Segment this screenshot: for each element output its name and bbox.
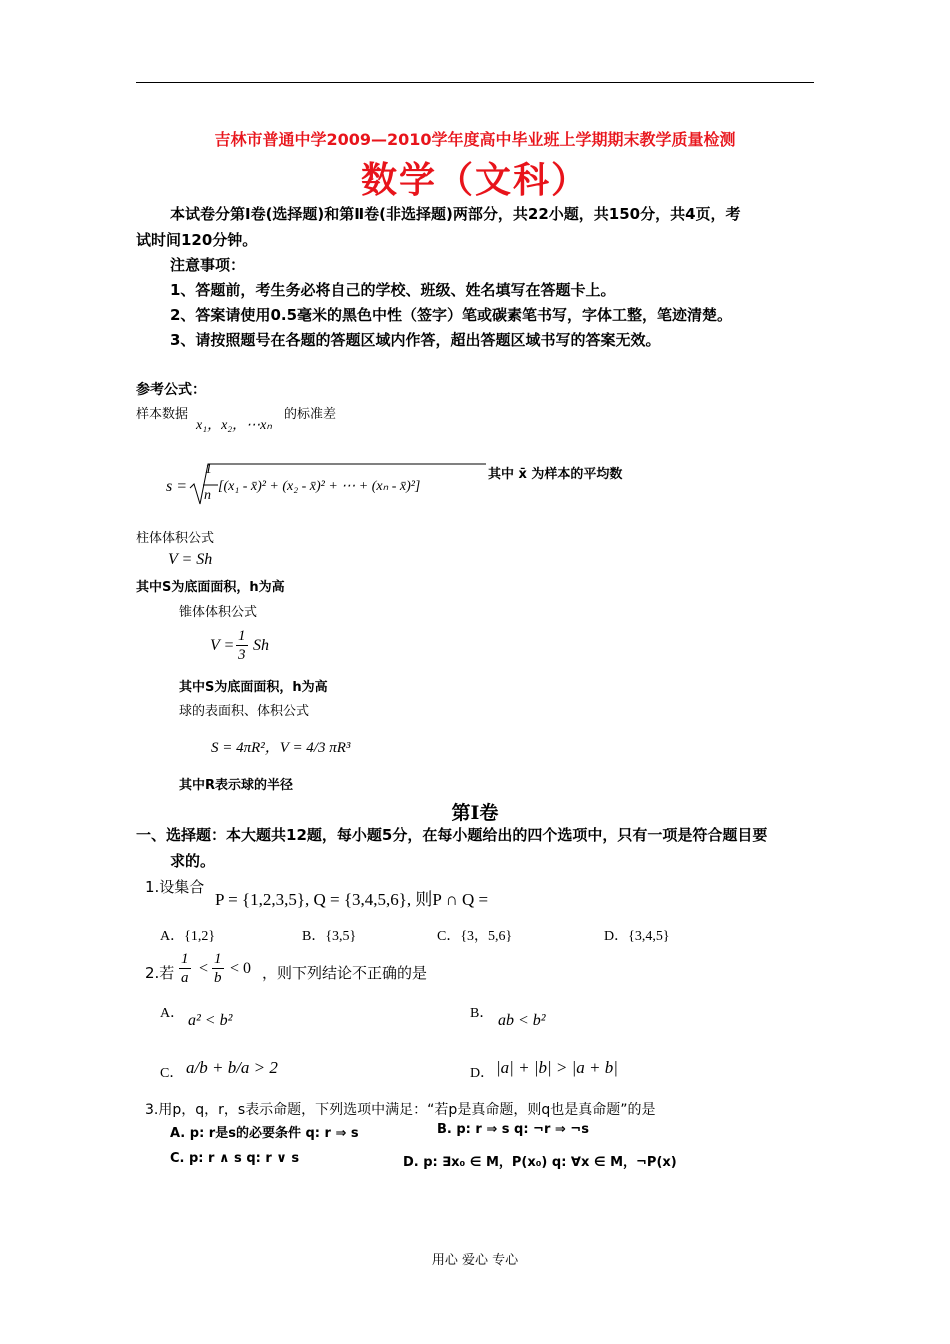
std-vars: x₁，x₂，⋯xₙ [196, 418, 272, 433]
cylinder-formula: V = Sh [168, 551, 213, 568]
cone-formula-right: Sh [253, 637, 269, 654]
q1-stem-math: P = {1,2,3,5}, Q = {3,4,5,6}, 则P ∩ Q = [215, 890, 489, 909]
cone-note: 其中S为底面面积，h为高 [179, 680, 328, 695]
q2-less-than: < [198, 960, 209, 977]
std-label: 样本数据 [136, 407, 189, 422]
q2-option-d-math: |a| + |b| > |a + b| [496, 1058, 618, 1077]
note-3: 3、请按照题号在各题的答题区域内作答，超出答题区域书写的答案无效。 [170, 331, 661, 349]
std-suffix: 的标准差 [284, 407, 337, 422]
header-rule [136, 82, 814, 83]
exam-title: 吉林市普通中学2009—2010学年度高中毕业班上学期期末教学质量检测 [214, 130, 736, 149]
sphere-note: 其中R表示球的半径 [179, 778, 294, 793]
q2-option-c-math: a/b + b/a > 2 [186, 1058, 278, 1077]
note-1: 1、答题前，考生务必将自己的学校、班级、姓名填写在答题卡上。 [170, 281, 616, 299]
q1-stem-prefix: 1.设集合 [145, 878, 205, 896]
q2-option-a-math: a² < b² [188, 1012, 233, 1029]
section-instructions-2: 求的。 [170, 852, 216, 870]
section-instructions-1: 一、选择题：本大题共12题，每小题5分，在每小题给出的四个选项中，只有一项是符合题目要 [136, 826, 768, 844]
formulas-title: 参考公式： [136, 382, 206, 398]
q1-option-b[interactable]: B．{3,5} [302, 929, 357, 944]
q2-option-b-math: ab < b² [498, 1012, 546, 1029]
q3-option-c[interactable]: C. p: r ∧ s q: r ∨ s [170, 1151, 300, 1166]
q2-option-d[interactable]: D． [470, 1066, 495, 1081]
q2-option-b[interactable]: B． [470, 1006, 494, 1021]
q2-less-zero: < 0 [230, 960, 252, 977]
intro-line-1: 本试卷分第Ⅰ卷(选择题)和第Ⅱ卷(非选择题)两部分，共22小题，共150分，共4页，考 [170, 205, 741, 223]
q2-frac-1a: $\frac{1}{a}$ [181, 951, 189, 986]
intro-line-2: 试时间120分钟。 [136, 231, 258, 249]
footer-text: 用心 爱心 专心 [431, 1253, 519, 1268]
section-title: 第Ⅰ卷 [451, 802, 499, 824]
q1-option-c[interactable]: C．{3，5,6} [437, 929, 513, 944]
fraction-n: n [204, 488, 211, 503]
cylinder-label: 柱体体积公式 [136, 531, 215, 546]
cylinder-note: 其中S为底面面积，h为高 [136, 580, 285, 595]
notes-title: 注意事项： [170, 256, 246, 274]
std-note: 其中 x̄ 为样本的平均数 [488, 467, 623, 482]
q1-option-a[interactable]: A．{1,2} [160, 929, 216, 944]
q3-stem: 3.用p，q，r，s表示命题，下列选项中满足：“若p是真命题，则q也是真命题”的是 [145, 1102, 656, 1118]
q3-option-d[interactable]: D. p: ∃x₀ ∈ M，P(x₀) q: ∀x ∈ M，¬P(x) [403, 1155, 677, 1170]
q2-option-a[interactable]: A． [160, 1006, 185, 1021]
std-formula-body: [(x₁ - x̄)² + (x₂ - x̄)² + ⋯ + (xₙ - x̄)²] [218, 479, 421, 494]
q2-stem-suffix: ，则下列结论不正确的是 [262, 964, 428, 982]
q1-option-d[interactable]: D．{3,4,5} [604, 929, 670, 944]
cone-label: 锥体体积公式 [179, 605, 258, 620]
fraction-one: 1 [205, 462, 212, 477]
std-formula-left: s = [166, 478, 188, 495]
subject-title: 数学（文科） [360, 159, 589, 201]
sphere-formula: S = 4πR²，V = 4/3 πR³ [211, 740, 351, 756]
note-2: 2、答案请使用0.5毫米的黑色中性（签字）笔或碳素笔书写，字体工整，笔迹清楚。 [170, 306, 733, 324]
cone-fraction: $\frac{1}{3}$ [238, 628, 246, 663]
q2-stem-prefix: 2.若 [145, 964, 175, 982]
sphere-label: 球的表面积、体积公式 [179, 704, 310, 719]
q3-option-b[interactable]: B. p: r ⇒ s q: ¬r ⇒ ¬s [437, 1122, 589, 1137]
q3-option-a[interactable]: A. p: r是s的必要条件 q: r ⇒ s [170, 1126, 359, 1141]
q2-option-c[interactable]: C． [160, 1066, 184, 1081]
cone-formula-left: V = [210, 637, 235, 654]
q2-frac-1b: $\frac{1}{b}$ [214, 951, 222, 986]
